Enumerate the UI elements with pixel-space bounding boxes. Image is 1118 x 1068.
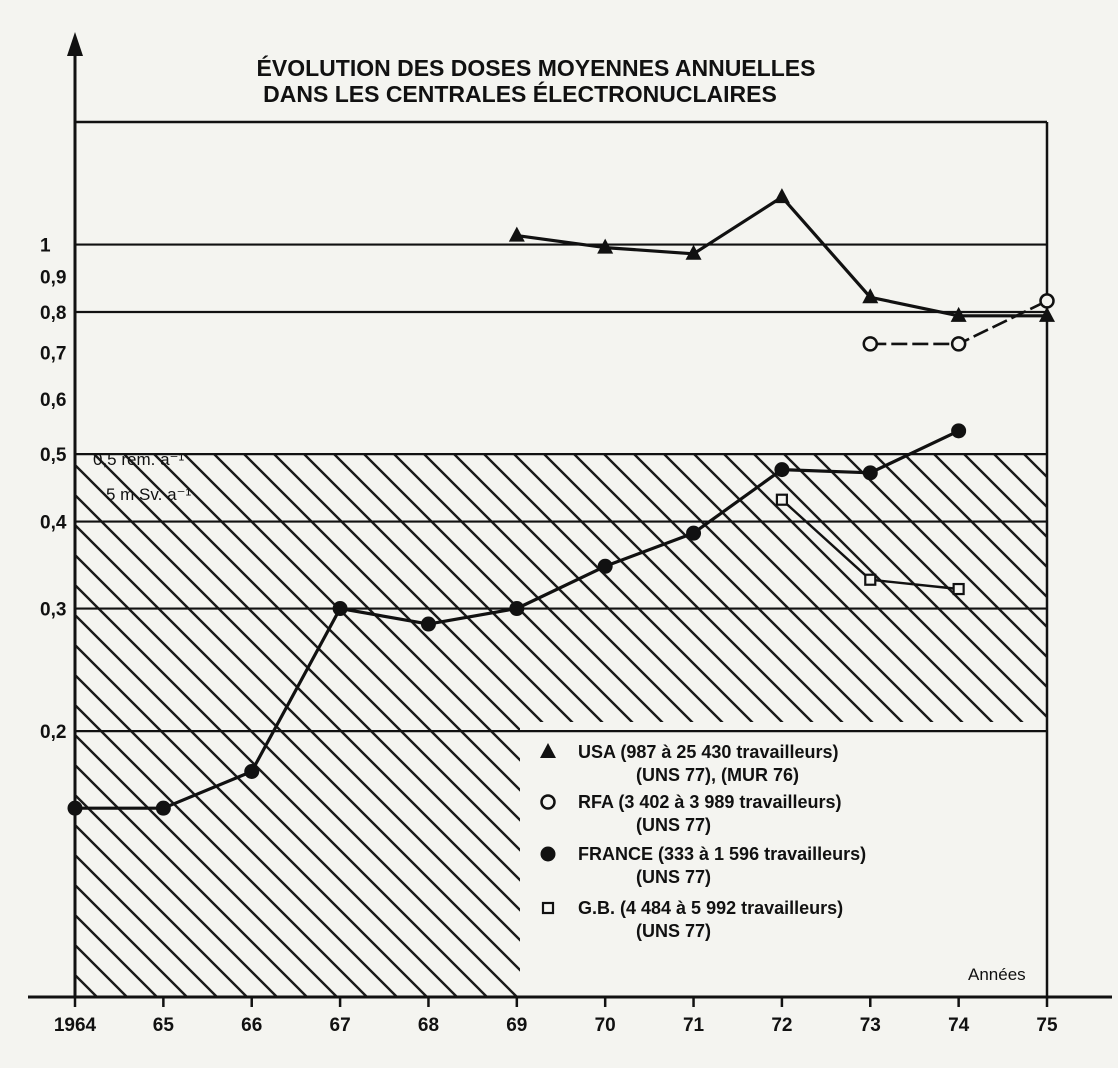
point-circle-filled: [686, 526, 701, 541]
point-circle-filled: [598, 559, 613, 574]
legend-series-source: (UNS 77): [636, 867, 712, 887]
point-circle-filled: [421, 617, 436, 632]
x-tick-label: 75: [1036, 1015, 1058, 1036]
legend-series-source: (UNS 77), (MUR 76): [636, 765, 800, 785]
legend-series-name: USA (987 à 25 430 travailleurs): [578, 742, 839, 762]
legend-entry-0: [540, 742, 838, 785]
x-tick-label: 69: [506, 1015, 528, 1036]
y-tick-label: 0,4: [40, 512, 67, 534]
y-tick-labels: [40, 236, 67, 744]
legend-entry-1: [542, 792, 842, 835]
chart-title-line-2: DANS LES CENTRALES ÉLECTRONUCLAIRES: [263, 81, 777, 107]
legend-entry-2: [541, 844, 867, 887]
legend-series-name: G.B. (4 484 à 5 992 travailleurs): [578, 898, 844, 918]
x-tick-label: 67: [329, 1015, 351, 1036]
point-triangle: [509, 227, 525, 242]
y-tick-label: 0,6: [40, 390, 67, 412]
x-tick-label: 70: [594, 1015, 616, 1036]
hatched-region: [75, 454, 1047, 997]
point-square-open: [865, 575, 875, 585]
point-circle-open: [542, 796, 555, 809]
point-circle-open: [1041, 294, 1054, 307]
series-0: [509, 188, 1055, 322]
x-tick-label: 65: [152, 1015, 174, 1036]
legend-series-name: FRANCE (333 à 1 596 travailleurs): [578, 844, 867, 864]
legend-entry-3: [543, 898, 843, 941]
x-tick-labels: [54, 1015, 1058, 1036]
y-tick-label: 0,8: [40, 303, 67, 325]
point-circle-open: [864, 337, 877, 350]
legend-series-source: (UNS 77): [636, 921, 712, 941]
reference-label-rem: 0,5 rem. a⁻¹: [93, 450, 185, 469]
x-axis-label: Années: [968, 965, 1026, 984]
point-square-open: [543, 903, 553, 913]
point-triangle: [540, 743, 556, 758]
chart-title-line-1: ÉVOLUTION DES DOSES MOYENNES ANNUELLES: [256, 55, 816, 81]
point-circle-filled: [68, 801, 83, 816]
y-tick-label: 0,5: [40, 445, 67, 467]
x-tick-label: 66: [241, 1015, 263, 1036]
hatched-area: [75, 454, 1047, 997]
point-circle-filled: [774, 462, 789, 477]
point-square-open: [954, 584, 964, 594]
y-tick-label: 0,3: [40, 599, 67, 621]
x-tick-label: 1964: [53, 1015, 97, 1036]
series-line: [517, 197, 1047, 316]
legend: [540, 742, 866, 941]
y-axis-arrow: [67, 32, 83, 56]
legend-series-name: RFA (3 402 à 3 989 travailleurs): [578, 792, 842, 812]
point-circle-filled: [509, 601, 524, 616]
point-circle-filled: [863, 465, 878, 480]
y-tick-label: 1: [40, 235, 51, 257]
x-tick-label: 73: [859, 1015, 881, 1036]
y-tick-label: 0,2: [40, 722, 67, 744]
point-circle-filled: [156, 801, 171, 816]
x-tick-label: 68: [417, 1015, 440, 1036]
x-tick-label: 72: [771, 1015, 793, 1036]
x-tick-label: 71: [682, 1015, 705, 1036]
point-circle-filled: [951, 423, 966, 438]
legend-series-source: (UNS 77): [636, 815, 712, 835]
point-circle-filled: [333, 601, 348, 616]
point-circle-open: [952, 337, 965, 350]
y-tick-label: 0,7: [40, 343, 67, 365]
reference-label-msv: 5 m Sv. a⁻¹: [106, 485, 192, 504]
x-tick-label: 74: [948, 1015, 970, 1036]
point-circle-filled: [244, 764, 259, 779]
y-tick-label: 0,9: [40, 267, 67, 289]
point-circle-filled: [541, 847, 556, 862]
point-square-open: [777, 495, 787, 505]
point-triangle: [774, 188, 790, 203]
